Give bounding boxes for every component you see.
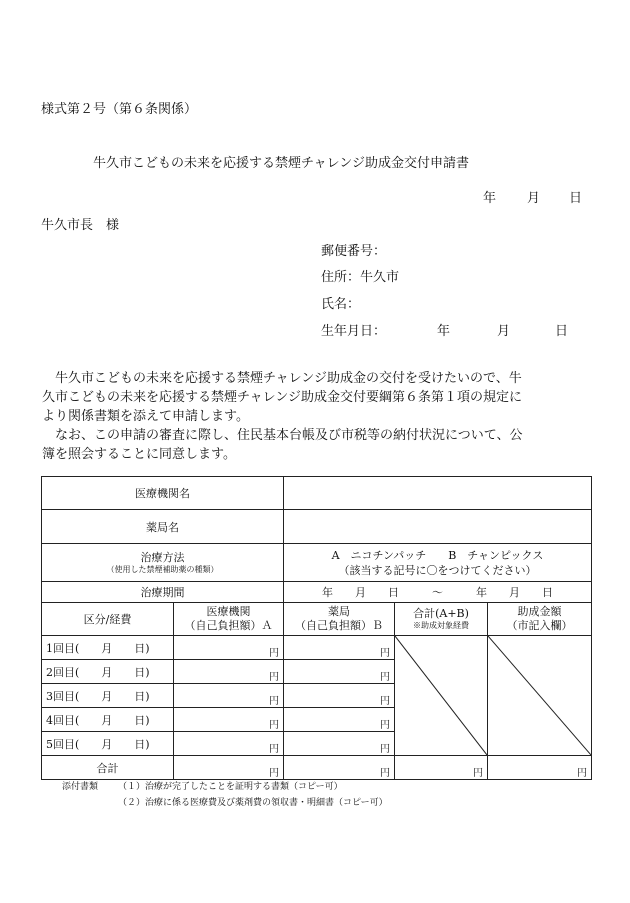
- medical-cost-header: [174, 603, 284, 636]
- addressee: 牛久市長 様: [41, 218, 120, 233]
- name-label: 氏名：: [321, 297, 361, 312]
- visit-row-label: 1回目( 月 日): [42, 636, 174, 660]
- pharmacy-field[interactable]: [284, 510, 592, 544]
- address-label: 住所：牛久市: [321, 270, 400, 285]
- treatment-method-sub: （使用した禁煙補助薬の種類）: [106, 564, 219, 574]
- pharmacy-cost-cell[interactable]: 円: [284, 708, 395, 732]
- page-title: 牛久市こどもの未来を応援する禁煙チャレンジ助成金交付申請書: [93, 156, 469, 171]
- medical-institution-field[interactable]: [284, 477, 592, 510]
- birth-month: 月: [497, 324, 511, 339]
- total-row-label: 合計: [42, 756, 174, 780]
- attachment-item: （２）治療に係る医療費及び薬剤費の領収書・明細書（コピー可）: [118, 798, 388, 808]
- visit-row-label: 4回目( 月 日): [42, 708, 174, 732]
- birth-year: 年: [437, 324, 451, 339]
- body-line: 簿を照会することに同意します。: [42, 447, 236, 462]
- total-sum-cell[interactable]: 円: [395, 756, 488, 780]
- visit-row-label: 2回目( 月 日): [42, 660, 174, 684]
- total-cost-title: 合計(A+B): [413, 607, 469, 620]
- medical-cost-cell[interactable]: 円: [174, 636, 284, 660]
- total-pharmacy-cell[interactable]: 円: [284, 756, 395, 780]
- attachment-item: （１）治療が完了したことを証明する書類（コピー可）: [118, 782, 343, 792]
- treatment-method-label: [42, 544, 284, 582]
- pharmacy-label: 薬局名: [42, 510, 284, 544]
- attachments-label: 添付書類: [62, 782, 99, 792]
- body-line: なお、この申請の審査に際し、住民基本台帳及び市税等の納付状況について、公: [42, 428, 523, 443]
- medical-cost-title: 医療機関: [206, 605, 251, 618]
- body-line: 久市こどもの未来を応援する禁煙チャレンジ助成金交付要綱第６条第１項の規定に: [42, 390, 522, 405]
- treatment-method-title: 治療方法: [140, 550, 185, 564]
- grant-amount-title: 助成金額: [517, 605, 562, 618]
- visit-row-label: 3回目( 月 日): [42, 684, 174, 708]
- birth-day: 日: [555, 324, 569, 339]
- total-cost-sub: ※助成対象経費: [413, 621, 469, 630]
- treatment-period-field[interactable]: 年 月 日 ～ 年 月 日: [284, 582, 592, 603]
- treatment-options-note: （該当する記号に〇をつけてください）: [338, 563, 537, 577]
- body-line: より関係書類を添えて申請します。: [42, 409, 249, 424]
- date-year: 年: [483, 191, 497, 206]
- grant-diagonal-cell: [488, 636, 592, 756]
- total-grant-cell[interactable]: 円: [488, 756, 592, 780]
- postal-label: 郵便番号：: [321, 244, 387, 259]
- medical-cost-sub: （自己負担額）Ａ: [184, 619, 273, 632]
- treatment-options-line: A ニコチンパッチ B チャンピックス: [331, 548, 544, 562]
- medical-cost-cell[interactable]: 円: [174, 708, 284, 732]
- grant-amount-header: [488, 603, 592, 636]
- medical-cost-cell[interactable]: 円: [174, 684, 284, 708]
- pharmacy-cost-cell[interactable]: 円: [284, 636, 395, 660]
- total-medical-cell[interactable]: 円: [174, 756, 284, 780]
- pharmacy-cost-cell[interactable]: 円: [284, 660, 395, 684]
- total-diagonal-cell: [395, 636, 488, 756]
- date-day: 日: [569, 191, 583, 206]
- medical-institution-label: 医療機関名: [42, 477, 284, 510]
- body-paragraph: [42, 369, 587, 464]
- pharmacy-cost-cell[interactable]: 円: [284, 684, 395, 708]
- pharmacy-cost-title: 薬局: [328, 605, 350, 618]
- form-number: 様式第２号（第６条関係）: [41, 102, 198, 117]
- grant-amount-sub: （市記入欄）: [506, 619, 573, 632]
- pharmacy-cost-header: [284, 603, 395, 636]
- medical-cost-cell[interactable]: 円: [174, 732, 284, 756]
- treatment-period-label: 治療期間: [42, 582, 284, 603]
- birth-label: 生年月日：: [321, 324, 387, 339]
- total-cost-header: [395, 603, 488, 636]
- application-table: [41, 476, 592, 780]
- treatment-method-options[interactable]: [284, 544, 592, 582]
- medical-cost-cell[interactable]: 円: [174, 660, 284, 684]
- visit-row-label: 5回目( 月 日): [42, 732, 174, 756]
- category-header: 区分/経費: [42, 603, 174, 636]
- date-month: 月: [527, 191, 541, 206]
- pharmacy-cost-sub: （自己負担額）Ｂ: [295, 619, 383, 632]
- body-line: 牛久市こどもの未来を応援する禁煙チャレンジ助成金の交付を受けたいので、牛: [42, 371, 522, 386]
- pharmacy-cost-cell[interactable]: 円: [284, 732, 395, 756]
